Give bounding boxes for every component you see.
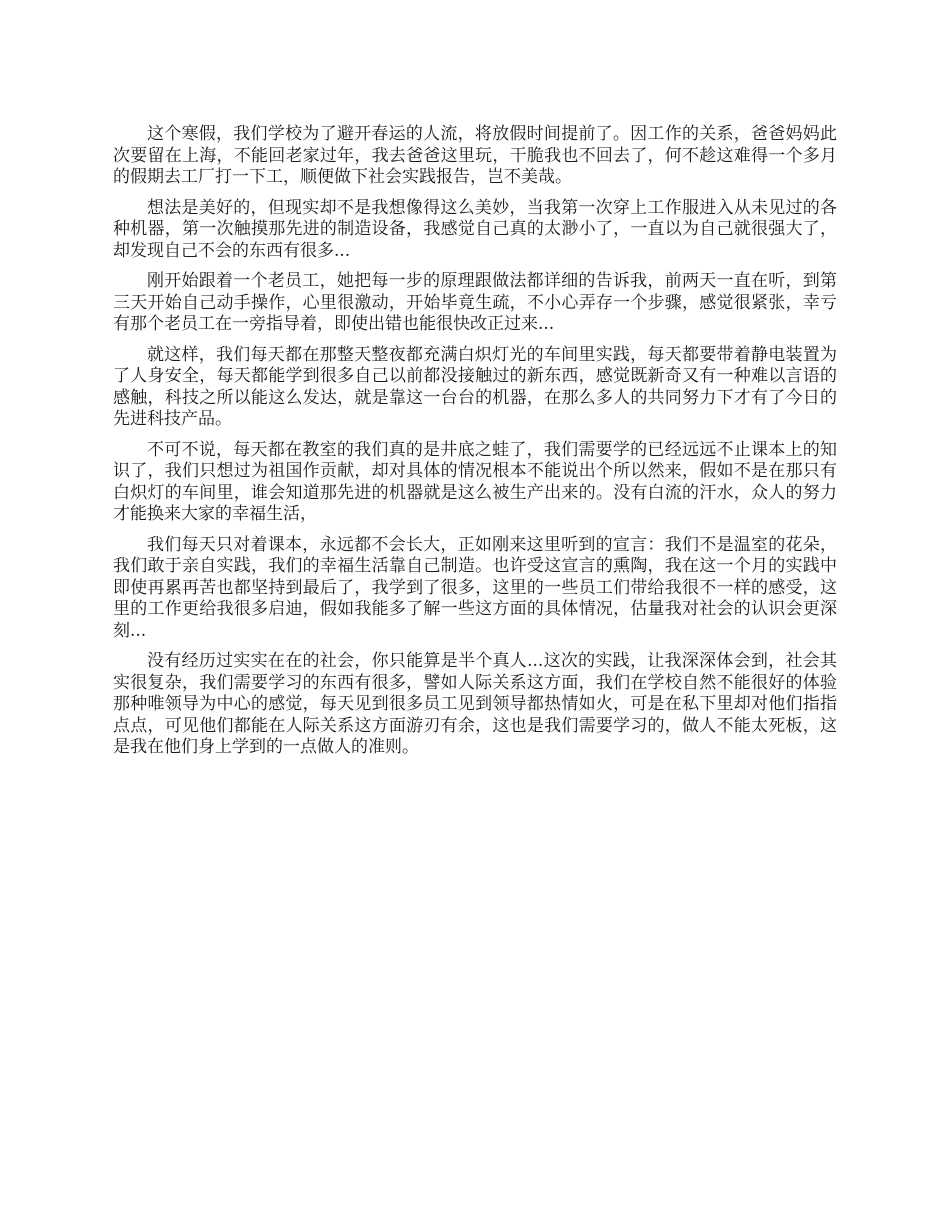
- paragraph-2: 想法是美好的，但现实却不是我想像得这么美妙，当我第一次穿上工作服进入从未见过的各种机器，第一次触摸那先进的制造设备，我感觉自己真的太渺小了，一直以为自己就很强大了，却发现自己不会的东西有很多...: [113, 197, 837, 261]
- paragraph-1: 这个寒假，我们学校为了避开春运的人流，将放假时间提前了。因工作的关系，爸爸妈妈此次要留在上海，不能回老家过年，我去爸爸这里玩，干脆我也不回去了，何不趁这难得一个多月的假期去工厂打一下工，顺便做下社会实践报告，岂不美哉。: [113, 124, 837, 187]
- paragraph-7: 没有经历过实实在在的社会，你只能算是半个真人...这次的实践，让我深深体会到，社会其实很复杂，我们需要学习的东西有很多，譬如人际关系这方面，我们在学校自然不能很好的体验那种唯领导为中心的感觉，每天见到很多员工见到领导都热情如火，可是在私下里却对他们指指点点，可见他们都能在人际关系这方面游刃有余，这也是我们需要学习的，做人不能太死板，这是我在他们身上学到的一点做人的准则。: [113, 651, 837, 757]
- paragraph-5: 不可不说，每天都在教室的我们真的是井底之蛙了，我们需要学的已经远远不止课本上的知识了，我们只想过为祖国作贡献，却对具体的情况根本不能说出个所以然来，假如不是在那只有白炽灯的车间里，谁会知道那先进的机器就是这么被生产出来的。没有白流的汗水，众人的努力才能换来大家的幸福生活，: [113, 439, 837, 524]
- paragraph-6: 我们每天只对着课本，永远都不会长大，正如刚来这里听到的宣言：我们不是温室的花朵，我们敢于亲自实践，我们的幸福生活靠自己制造。也许受这宣言的熏陶，我在这一个月的实践中即使再累再苦也都坚持到最后了，我学到了很多，这里的一些员工们带给我很不一样的感受，这里的工作更给我很多启迪，假如我能多了解一些这方面的具体情况，估量我对社会的认识会更深刻...: [113, 534, 837, 641]
- document-body: [113, 124, 837, 768]
- paragraph-4: 就这样，我们每天都在那整天整夜都充满白炽灯光的车间里实践，每天都要带着静电装置为了人身安全，每天都能学到很多自己以前都没接触过的新东西，感觉既新奇又有一种难以言语的感触，科技之所以能这么发达，就是靠这一台台的机器，在那么多人的共同努力下才有了今日的先进科技产品。: [113, 344, 837, 429]
- paragraph-3: 刚开始跟着一个老员工，她把每一步的原理跟做法都详细的告诉我，前两天一直在听，到第三天开始自己动手操作，心里很激动，开始毕竟生疏，不小心弄存一个步骤，感觉很紧张，幸亏有那个老员工在一旁指导着，即使出错也能很快改正过来...: [113, 271, 837, 334]
